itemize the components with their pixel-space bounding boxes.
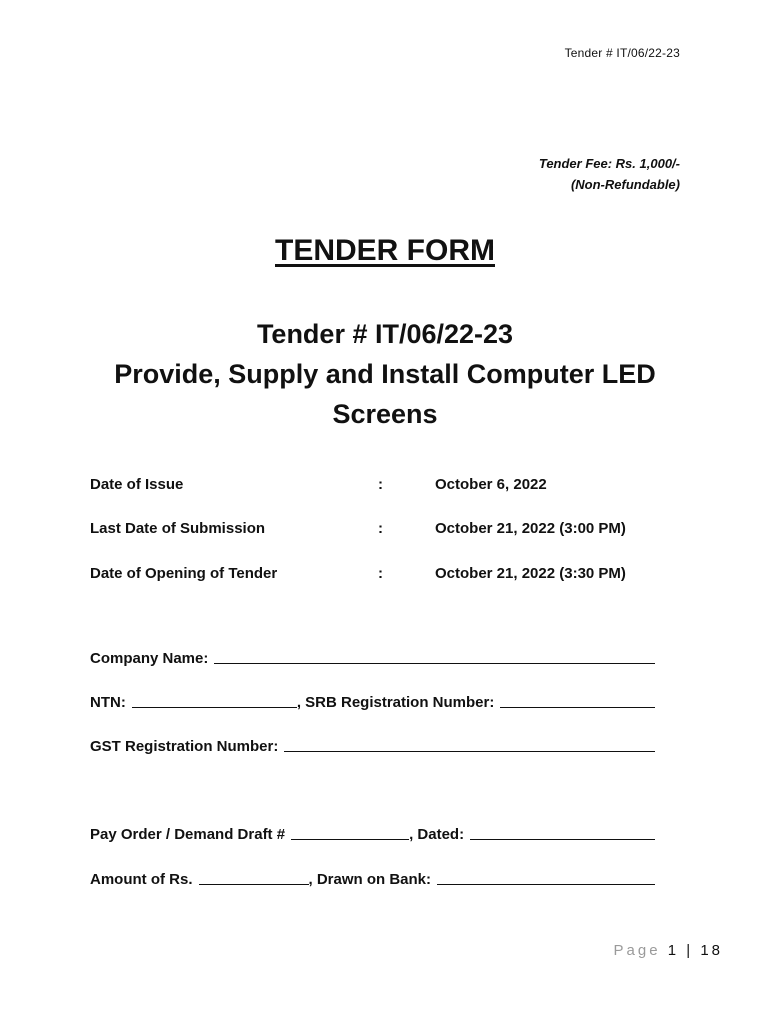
schedule-row-issue: [90, 476, 690, 498]
tender-subject-heading: Provide, Supply and Install Computer LED Screens: [114, 359, 656, 429]
amount-bank-line: [90, 869, 655, 888]
dated-label: , Dated:: [409, 826, 465, 843]
tender-fee-block: [539, 153, 680, 195]
gst-line: [90, 736, 655, 755]
schedule-label: Date of Opening of Tender: [90, 565, 278, 582]
amount-label: Amount of Rs.: [90, 871, 193, 888]
ntn-field[interactable]: [132, 692, 297, 708]
page-word: Page: [613, 942, 661, 959]
company-name-line: [90, 648, 655, 667]
schedule-colon: :: [378, 565, 383, 582]
schedule-value: October 6, 2022: [435, 476, 547, 493]
pay-order-date-field[interactable]: [470, 824, 655, 840]
header-tender-reference: Tender # IT/06/22-23: [564, 46, 680, 60]
gst-registration-field[interactable]: [284, 736, 655, 752]
ntn-label: NTN:: [90, 694, 126, 711]
srb-label: , SRB Registration Number:: [296, 694, 495, 711]
page-title: TENDER FORM: [275, 234, 495, 267]
bank-field[interactable]: [437, 869, 655, 885]
schedule-value: October 21, 2022 (3:30 PM): [435, 565, 626, 582]
amount-field[interactable]: [199, 869, 309, 885]
schedule-label: Last Date of Submission: [90, 520, 266, 537]
schedule-colon: :: [378, 476, 383, 493]
schedule-row-opening: [90, 565, 690, 587]
pay-order-line: [90, 824, 655, 843]
srb-registration-field[interactable]: [500, 692, 655, 708]
tender-fee-note: (Non-Refundable): [570, 177, 680, 192]
pay-order-number-field[interactable]: [291, 824, 409, 840]
bank-label: , Drawn on Bank:: [308, 871, 432, 888]
page-current: 1: [667, 942, 680, 959]
gst-label: GST Registration Number:: [90, 738, 279, 755]
company-name-field[interactable]: [214, 648, 655, 664]
page-separator: |: [686, 942, 694, 959]
tender-number-heading: Tender # IT/06/22-23: [256, 319, 514, 349]
page-total: 18: [700, 942, 723, 959]
company-name-label: Company Name:: [90, 650, 209, 667]
schedule-row-submission: [90, 520, 690, 542]
ntn-srb-line: [90, 692, 655, 711]
schedule-label: Date of Issue: [90, 476, 184, 493]
page-number: [614, 942, 724, 959]
tender-fee-amount: Tender Fee: Rs. 1,000/-: [538, 156, 680, 171]
schedule-value: October 21, 2022 (3:00 PM): [435, 520, 626, 537]
pay-order-label: Pay Order / Demand Draft #: [90, 826, 286, 843]
schedule-colon: :: [378, 520, 383, 537]
